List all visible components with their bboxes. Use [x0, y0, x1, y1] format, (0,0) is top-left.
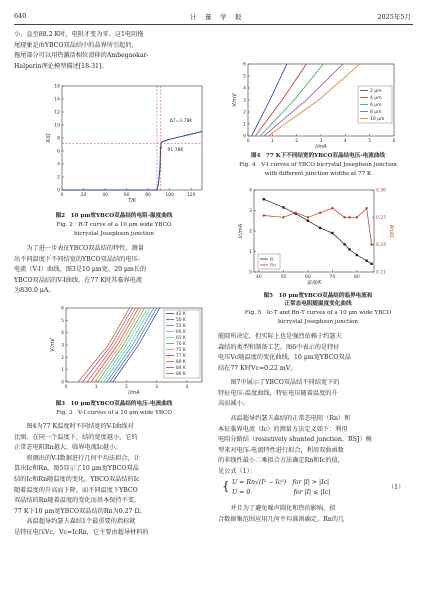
x-tick-label: 2 [295, 139, 299, 144]
x-tick-label: 2 [125, 385, 128, 390]
x-tick-label: 60 [305, 275, 311, 280]
tc-annotation: 91.78K [167, 148, 184, 153]
y-tick-label: 4 [57, 162, 60, 168]
right-text-line: 型来对电压-电流特性进行拟合，利用双曲函数 [218, 446, 344, 454]
x-tick-label: 80 [353, 275, 360, 280]
y-tick-label: 10 [54, 123, 60, 129]
fig2-caption-en1: Fig. 2 R-T curve of a 10 μm wide YBCO [56, 222, 172, 228]
figure-4-vi-widths-chart [230, 60, 400, 150]
right-text-line: 图7中展示了YBCO双晶结不同结宽下的 [218, 379, 340, 386]
right-paragraph-2 [218, 378, 340, 410]
vi-curve-75K [95, 308, 142, 382]
legend-label: 6 μm [370, 103, 382, 108]
ic-point [343, 243, 345, 245]
rn-point [348, 216, 350, 218]
legend-label: Rn [270, 263, 276, 269]
legend-label: 60 K [176, 330, 186, 335]
legend-label: 80 K [176, 360, 186, 365]
header-rule [14, 24, 413, 25]
x-tick-label: 50 [280, 275, 287, 280]
fig4-caption-cn: 图4 77 K下不同结宽的YBCO双晶结电压-电流曲线 [250, 153, 386, 159]
y-tick-label: 14 [54, 97, 60, 103]
x-tick-label: 80 [145, 193, 152, 198]
right-text-line: 结在77 K时Vc=0.22 mV。 [218, 364, 297, 372]
rn-point [365, 207, 367, 209]
left-paragraph-1 [14, 30, 149, 72]
y-axis-label: Ic/mA [238, 223, 244, 239]
y-tick-label: 16 [54, 84, 60, 90]
rn-point [282, 216, 284, 218]
y-tick-label: 1 [243, 122, 246, 128]
y-tick-label: 1 [61, 368, 64, 374]
y2-tick-label: 0.27 [376, 215, 387, 221]
y-tick-label: 12 [54, 110, 60, 116]
y-tick-label: 0 [57, 188, 60, 194]
right-text-line: 本征临界电流（Ic）的测量方法定义如下：利用 [218, 425, 348, 433]
y-tick-label: 4 [249, 188, 252, 194]
right-text-line: 特征电压-温度曲线，特征电压随着温度的升 [218, 389, 338, 397]
y-tick-label: 1 [249, 250, 252, 255]
equation-line-2: U = 0 for |I| ≤ |Ic| [232, 489, 331, 496]
x-tick-label: 3 [319, 139, 323, 144]
right-text-line: 高温超导约瑟夫森结的正常态电阻（Rn）和 [218, 415, 351, 422]
left-paragraph-3 [14, 422, 149, 539]
y-tick-label: 5 [61, 318, 64, 324]
legend-label: 4 μm [370, 96, 382, 101]
plot-frame [62, 86, 202, 190]
figure-2-rt-chart [40, 82, 210, 210]
equation-line-1: U = Rn√(I² − Ic²) for |I| > |Ic| [232, 479, 330, 486]
x-tick-label: 70 [329, 275, 336, 280]
ic-point [263, 198, 265, 200]
rt-curve [62, 132, 202, 191]
right-text-line: 电压Vc随温度的变化曲线，10 μm宽YBCO双晶 [218, 354, 351, 362]
y-tick-label: 2 [61, 355, 64, 361]
left-text-line: 出不同温度下不同结宽的YBCO双晶结的电压- [14, 255, 140, 263]
left-text-line: 为了进一步表征YBCO双晶结的特性，测量 [14, 245, 144, 252]
y2-tick-label: 0.21 [376, 270, 387, 276]
fig3-caption-cn: 图3 10 μm宽YBCO双晶结的电压-电流曲线 [55, 401, 173, 407]
rn-point [307, 216, 309, 218]
legend-label: 55 K [176, 324, 186, 329]
left-text-line: 尾现象是由YBCO双晶结中的晶界所引起的， [14, 41, 138, 49]
vi-curve-42K [113, 308, 160, 382]
equation-brace: { [222, 479, 230, 493]
legend-label: Ic [270, 257, 274, 263]
y-tick-label: 3 [249, 209, 252, 214]
vi-curve-width [255, 64, 306, 136]
vi-curve-width [264, 64, 343, 136]
vi-curve-50K [110, 308, 157, 382]
right-text-line: 高而减小。 [218, 400, 249, 408]
ic-point [282, 206, 284, 208]
x-tick-label: 0 [246, 139, 250, 144]
x-tick-label: 4 [343, 139, 347, 144]
x-tick-label: 1 [270, 139, 274, 144]
y-axis-label: R/Ω [46, 133, 52, 143]
fig2-caption-cn: 图2 10 μm宽YBCO双晶结的电阻-温度曲线 [55, 213, 173, 219]
fig5-caption-cn1: 图5 10 μm宽YBCO双晶结的临界电流和 [263, 293, 373, 299]
x-tick-label: 0 [64, 385, 68, 390]
vi-curve-84K [83, 308, 133, 382]
x-tick-label: 20 [80, 193, 87, 198]
left-paragraph-2 [14, 244, 146, 297]
legend-label: 75 K [176, 348, 186, 353]
x-tick-label: 40 [256, 275, 262, 280]
left-text-line: 高温超导约瑟夫森结1个最重要的指标就 [14, 518, 136, 526]
left-text-line: 电流（V-I）曲线。图3是10 μm宽，20 μm长的 [14, 266, 147, 274]
fig5-caption-cn2: 正常态电阻随温度变化曲线 [284, 301, 352, 307]
left-text-line: Halperin理论模型描述[18-31]。 [14, 62, 108, 70]
page-number: 640 [14, 12, 27, 20]
right-paragraph-4 [218, 504, 344, 525]
y-tick-label: 3 [243, 98, 246, 104]
y-tick-label: 0 [249, 270, 252, 276]
fig5-caption-en1: Fig. 5 Ic-T and Rn-T curves of a 10 μm wide YBCO [244, 310, 392, 316]
rn-point [370, 243, 372, 245]
left-text-line: 结的Ic和Rn随温度的变化。YBCO双晶结的Ic [14, 475, 140, 483]
fig5-caption-en2: bicrystal Josephson junction [277, 319, 359, 325]
vi-curve-86K [78, 308, 129, 382]
tc-point [160, 147, 162, 149]
vi-curve-55K [107, 308, 154, 382]
legend-label: 10 μm [370, 117, 385, 122]
journal-name: 计 量 学 报 [190, 13, 243, 21]
rn-point [356, 216, 358, 218]
rn-point [263, 214, 265, 216]
right-text-line: 的非线性最小二乘拟合方法确定Rn和Ic的值， [218, 457, 344, 465]
y-tick-label: 2 [243, 110, 246, 116]
fig4-caption-en2: with different junction widths at 77 K [264, 171, 372, 177]
fig4-caption-en1: Fig. 4 V-I curves of YBCO bicrystal Josephson junction [239, 162, 397, 168]
x-axis-label: I/mA [128, 390, 140, 396]
legend-label: 42 K [176, 312, 186, 317]
y-tick-label: 4 [61, 331, 64, 337]
fig3-caption-en: Fig. 3 V-I curves of a 10 μm wide YBCO [56, 410, 172, 416]
left-text-line: 小，直至88.2 K时，电阻才变为零。这1电阻拖 [14, 31, 144, 38]
x-axis-label: 温度/K [306, 280, 322, 286]
x-axis-label: I/mA [315, 144, 327, 150]
rn-point [331, 207, 333, 209]
y2-axis-label: Rn/Ω [388, 224, 394, 238]
x-tick-label: 120 [186, 193, 196, 198]
legend-label: 70 K [176, 342, 186, 347]
left-text-line: 算出Ic和Rn。图5显示了10 μm宽YBCO双晶 [14, 465, 139, 473]
right-paragraph-1 [218, 332, 351, 374]
y-tick-label: 3 [61, 343, 64, 349]
right-text-line: 电阻分路结（resistively shunted junction，RSJ）模 [218, 436, 372, 444]
ic-point [370, 263, 372, 265]
legend-label: 8 μm [370, 110, 382, 115]
right-text-line: 见公式（1）： [218, 467, 256, 475]
legend-label: 84 K [176, 366, 186, 371]
ic-point [365, 260, 367, 262]
left-text-line: 图4为77 K温度时不同结宽的V-I曲线对 [14, 423, 134, 430]
legend-label: 50 K [176, 318, 186, 323]
ic-point [331, 232, 333, 234]
x-tick-label: 5 [368, 139, 372, 144]
left-text-line: 正常态电阻Rn越大，临界电流Ic越小。 [14, 444, 122, 452]
y-tick-label: 2 [57, 175, 60, 181]
right-text-line: 合数据集范围应用几何平均准则确定。Rn的几 [218, 515, 345, 523]
y-tick-label: 0 [243, 134, 246, 140]
x-tick-label: 1 [94, 385, 98, 390]
legend-label: 2 μm [370, 89, 382, 94]
x-tick-label: 6 [392, 139, 396, 144]
y-tick-label: 6 [57, 149, 60, 155]
delta-t-annotation: ΔT=3.78K [169, 118, 193, 124]
y-tick-label: 5 [243, 74, 246, 80]
right-text-line: 能隙所决定，但实际上也是强烈依赖于约瑟夫 [218, 333, 342, 340]
figure-3-vi-chart [48, 304, 208, 398]
ic-point [307, 220, 309, 222]
left-text-line: 为830.0 μA。 [14, 287, 55, 295]
figure-5-ic-rn-chart [232, 186, 402, 290]
fig2-caption-en2: bicrystal Josephson junction [73, 231, 155, 237]
issue-date: 2025年5月 [377, 13, 411, 21]
rn-point [294, 212, 296, 214]
x-axis-label: T/K [127, 198, 137, 204]
y-tick-label: 6 [243, 62, 246, 68]
left-text-line: 比图。在同一个温度下，结的宽度越小，它的 [14, 433, 138, 441]
y-tick-label: 0 [61, 380, 64, 386]
ic-point [348, 248, 350, 250]
left-text-line: 将测出的V-I数据进行几何平均法拟合，计 [14, 454, 140, 462]
x-tick-label: 60 [123, 193, 130, 198]
legend-label: 65 K [176, 336, 186, 341]
y2-tick-label: 0.30 [376, 188, 387, 194]
legend-label: 86 K [176, 372, 186, 377]
x-tick-label: 4 [185, 385, 189, 390]
right-text-line: 并且为了避免噪声圆化和热的影响，拟 [218, 505, 336, 512]
left-text-line: 随着温度的升高而下降，而不同温度下YBCO [14, 486, 138, 494]
rn-point [319, 212, 321, 214]
left-text-line: 双晶结的Rn随着温度的变化而基本保持不变。 [14, 497, 141, 505]
legend-label: 77 K [176, 354, 186, 359]
legend-box [258, 254, 280, 269]
left-text-line: 是特征电压Vc，Vc=IcRn，它主要由超导材料的 [14, 528, 149, 536]
y2-tick-label: 0.24 [376, 243, 387, 249]
vi-curve-60K [104, 308, 151, 382]
x-tick-label: 40 [102, 193, 108, 198]
rn-point [343, 216, 345, 218]
right-text-line: 森结的类型和制备工艺。图6中表示的是特征 [218, 343, 340, 351]
y-tick-label: 8 [57, 136, 60, 142]
equation-number: （1） [388, 484, 405, 491]
y-axis-label: V/mV [232, 93, 238, 107]
ic-point [319, 227, 321, 229]
left-text-line: 拖尾部分可以用热激活相位滑移的Ambegaokar- [14, 52, 149, 60]
x-tick-label: 3 [155, 385, 159, 390]
x-tick-label: 0 [60, 193, 64, 198]
left-text-line: YBCO双晶结的V-I曲线，在77 K时其临界电流 [14, 276, 143, 284]
ic-point [356, 254, 358, 256]
left-text-line: 77 K下10 μm宽YBCO双晶结的Rn为0.27 Ω。 [14, 507, 146, 515]
y-tick-label: 4 [243, 86, 246, 92]
y-tick-label: 6 [61, 306, 64, 312]
vi-curve-65K [101, 308, 148, 382]
vi-curve-70K [98, 308, 145, 382]
y-axis-label: V/mV [50, 338, 56, 352]
right-paragraph-3 [218, 414, 372, 478]
x-tick-label: 100 [165, 193, 174, 198]
y-tick-label: 2 [249, 229, 252, 235]
